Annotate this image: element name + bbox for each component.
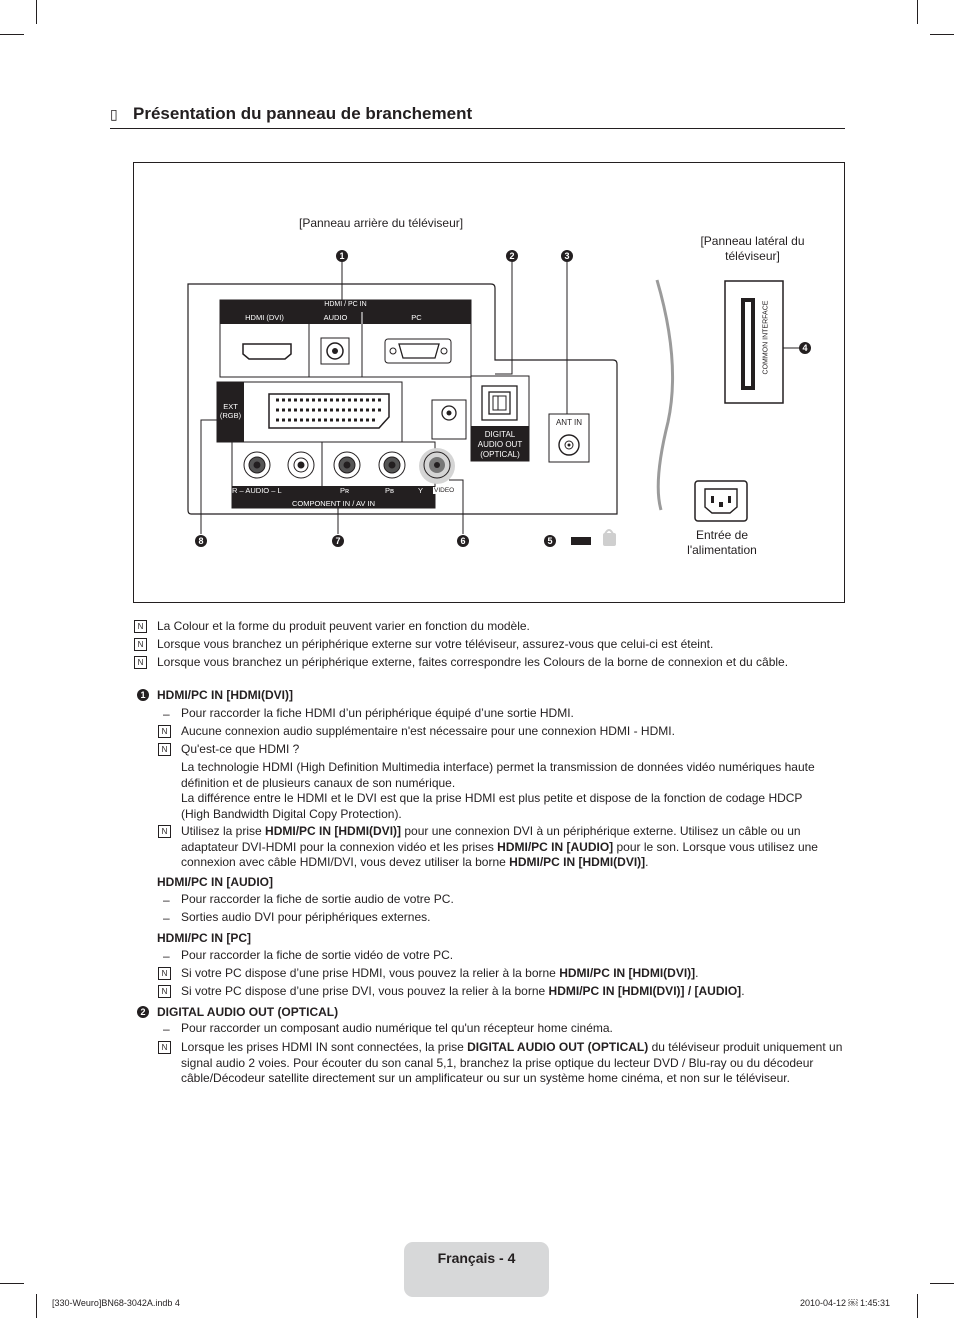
note-icon: N — [158, 985, 171, 998]
title-divider — [110, 128, 845, 129]
label-pc: PC — [411, 313, 422, 322]
note-icon: N — [158, 743, 171, 756]
callout-7: 7 — [332, 535, 344, 547]
callout-3: 3 — [561, 250, 573, 262]
page-label: Français - 4 — [437, 1250, 516, 1266]
note-icon: N — [158, 1041, 171, 1054]
item1-note2: Qu'est-ce que HDMI ? — [181, 742, 300, 756]
label-pb: Pʙ — [385, 486, 394, 495]
dash-marker: – — [163, 1022, 170, 1036]
callout-4: 4 — [799, 342, 811, 354]
section-title: Présentation du panneau de branchement — [133, 104, 473, 123]
item1-note3: Utilisez la prise HDMI/PC IN [HDMI(DVI)] pour une connexion DVI à un périphérique externe. Utilisez un câble ou un adaptateur DVI-HDMI pour la connexion vidéo et les prises HDMI/PC IN [AUDIO] pour le son. Lorsque vous utilisez une connexion avec câble HDMI/DVI, vous devez utiliser la borne HDMI/PC IN [HDMI(DVI)]. — [181, 824, 818, 869]
dash-marker: – — [163, 893, 170, 907]
label-pr: Pʀ — [340, 486, 350, 495]
note-icon: N — [158, 825, 171, 838]
rear-panel-caption: [Panneau arrière du téléviseur] — [299, 216, 464, 230]
callout-1: 1 — [336, 250, 348, 262]
audio-dash1: Pour raccorder la fiche de sortie audio de votre PC. — [181, 892, 454, 906]
item1-number: 1 — [137, 689, 149, 701]
label-l: L — [277, 486, 282, 495]
subheading-audio: HDMI/PC IN [AUDIO] — [157, 875, 273, 889]
item1-para1: La technologie HDMI (High Definition Multimedia interface) permet la transmission de données vidéo numériques haute définition et de plusieurs canaux de son numérique. — [181, 760, 815, 790]
note-icon: N — [134, 656, 147, 669]
callout-6: 6 — [457, 535, 469, 547]
audio-dash2: Sorties audio DVI pour périphériques externes. — [181, 910, 431, 924]
note-icon: N — [134, 638, 147, 651]
note-icon: N — [134, 620, 147, 633]
note-3: Lorsque vous branchez un périphérique externe, faites correspondre les Colours de la borne de connexion et du câble. — [157, 655, 789, 669]
label-digital-line3: (OPTICAL) — [480, 450, 520, 459]
label-video: VIDEO — [434, 487, 455, 494]
label-digital-line1: DIGITAL — [484, 430, 516, 439]
label-digital-line2: AUDIO OUT — [477, 440, 523, 449]
label-r: R — [232, 486, 238, 495]
pc-dash1: Pour raccorder la fiche de sortie vidéo de votre PC. — [181, 948, 454, 962]
print-date: 2010-04-12 ￼ 1:45:31 — [800, 1298, 891, 1308]
label-hdmi-dvi: HDMI (DVI) — [245, 313, 284, 322]
dash-marker: – — [163, 707, 170, 721]
note-icon: N — [158, 967, 171, 980]
label-audio-dash: – AUDIO – — [239, 486, 276, 495]
label-ant-in: ANT IN — [555, 418, 583, 427]
dash-marker: – — [163, 911, 170, 925]
item1-heading: HDMI/PC IN [HDMI(DVI)] — [157, 688, 293, 702]
pc-note2: Si votre PC dispose d’une prise DVI, vous pouvez la relier à la borne HDMI/PC IN [HDMI(DVI)] / [AUDIO]. — [181, 984, 745, 998]
dash-marker: – — [163, 949, 170, 963]
rear-panel-illustration — [133, 162, 845, 603]
side-panel-caption-line1: [Panneau latéral du — [700, 234, 805, 248]
callout-5: 5 — [544, 535, 556, 547]
label-y: Y — [418, 486, 424, 495]
label-common-interface: COMMON INTERFACE — [762, 300, 770, 375]
power-caption-line1: Entrée de — [695, 528, 749, 542]
side-panel-caption-line2: téléviseur] — [725, 249, 780, 263]
pc-note1: Si votre PC dispose d’une prise HDMI, vous pouvez la relier à la borne HDMI/PC IN [HDMI(DVI)]. — [181, 966, 699, 980]
note-icon: N — [158, 725, 171, 738]
file-name: [330-Weuro]BN68-3042A.indb 4 — [52, 1298, 180, 1308]
item2-note1: Lorsque les prises HDMI IN sont connectées, la prise DIGITAL AUDIO OUT (OPTICAL) du téléviseur produit uniquement un signal audio 2 voies. Pour écouter du son canal 5,1, branchez la prise optique du lecteur DVD / Blu-ray ou du décodeur câble/Décodeur satellite directement sur un amplificateur ou sur un système home cinéma, et non sur le téléviseur. — [181, 1040, 843, 1085]
note-1: La Colour et la forme du produit peuvent varier en fonction du modèle. — [157, 619, 530, 633]
item1-para2: La différence entre le HDMI et le DVI est que la prise HDMI est plus petite et dispose de la fonction de codage HDCP (High Bandwidth Digital Copy Protection). — [181, 791, 803, 821]
power-caption-line2: l'alimentation — [687, 543, 757, 557]
subheading-pc: HDMI/PC IN [PC] — [157, 931, 251, 945]
note-2: Lorsque vous branchez un périphérique externe sur votre téléviseur, assurez-vous que celui-ci est éteint. — [157, 637, 714, 651]
callout-2: 2 — [506, 250, 518, 262]
section-marker: ▯ — [110, 106, 118, 122]
label-rgb: (RGB) — [219, 411, 242, 420]
label-component: COMPONENT IN / AV IN — [291, 499, 376, 508]
label-ext: EXT — [223, 402, 238, 411]
item1-note1: Aucune connexion audio supplémentaire n'est nécessaire pour une connexion HDMI - HDMI. — [181, 724, 675, 738]
item2-heading: DIGITAL AUDIO OUT (OPTICAL) — [157, 1005, 339, 1019]
item2-number: 2 — [137, 1006, 149, 1018]
label-audio-rl — [232, 486, 322, 495]
item1-dash1: Pour raccorder la fiche HDMI d’un périphérique équipé d’une sortie HDMI. — [181, 706, 574, 720]
item2-dash1: Pour raccorder un composant audio numérique tel qu'un récepteur home cinéma. — [181, 1021, 613, 1035]
label-digital-audio-out — [471, 430, 529, 460]
callout-8: 8 — [195, 535, 207, 547]
label-audio: AUDIO — [323, 313, 348, 322]
label-hdmi-pc-in: HDMI / PC IN — [324, 301, 367, 308]
